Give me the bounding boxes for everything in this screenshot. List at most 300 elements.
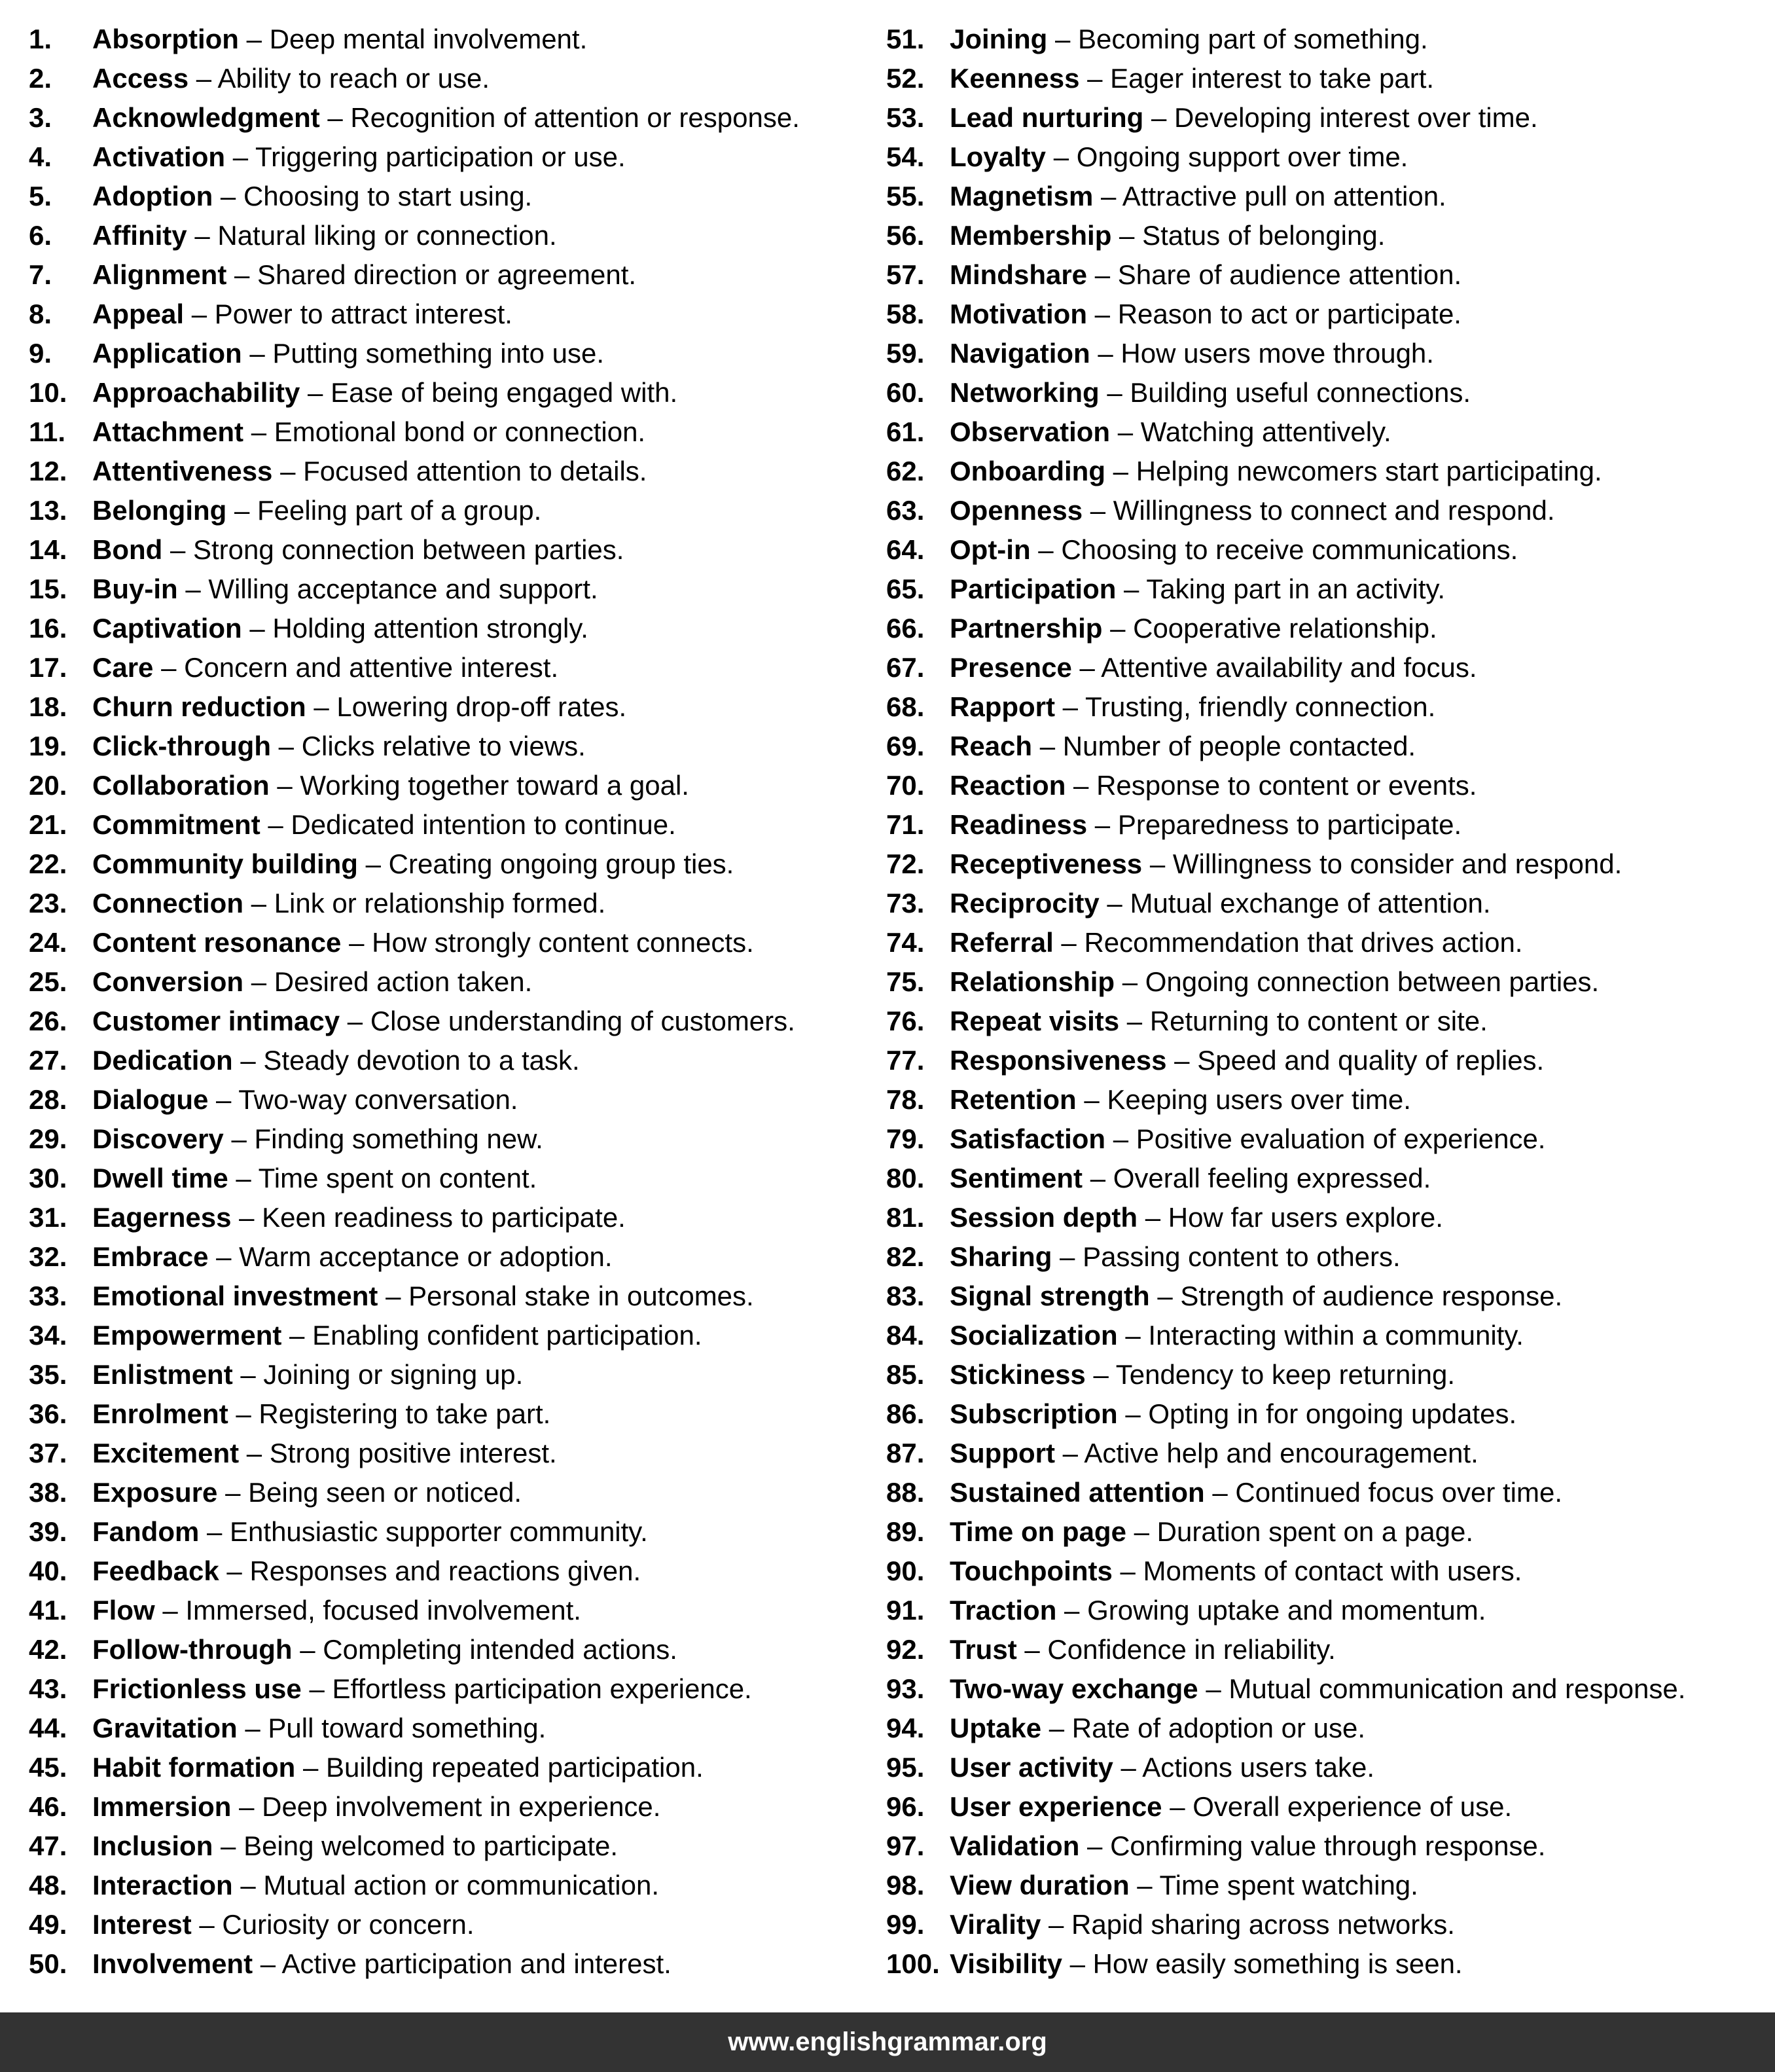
entry-dash: – [238,24,270,54]
entry-term: Session depth [950,1202,1138,1233]
entry-number: 33. [29,1281,67,1311]
entry-definition: Steady devotion to a task. [263,1045,580,1076]
entry-term: Validation [950,1830,1080,1861]
entry-term: Appeal [92,299,185,329]
entry-number: 12. [29,456,67,486]
entry-dash: – [1126,1516,1157,1547]
entry-definition: Recommendation that drives action. [1084,927,1523,958]
word-entry [886,373,1766,412]
entry-body [950,727,1416,766]
word-entry [886,609,1766,648]
entry-definition: Passing content to others. [1083,1241,1401,1272]
entry-term: Alignment [92,259,227,290]
entry-number: 38. [29,1477,67,1508]
entry-body [92,1277,754,1316]
entry-body [92,1355,523,1394]
entry-number: 41. [29,1595,67,1626]
entry-number: 82. [886,1241,925,1272]
entry-term: Immersion [92,1791,232,1822]
entry-dash: – [213,181,243,211]
entry-dash: – [341,927,372,958]
entry-term: Repeat visits [950,1006,1120,1036]
entry-dash: – [1062,1948,1093,1979]
entry-dash: – [242,338,273,369]
entry-body [92,923,754,962]
entry-number: 99. [886,1909,925,1940]
entry-definition: Close understanding of customers. [370,1006,795,1036]
entry-body [92,1669,752,1709]
entry-number: 20. [29,770,67,801]
word-entry [886,98,1766,137]
word-entry [886,334,1766,373]
entry-body [950,1080,1411,1119]
entry-body [92,1316,702,1355]
word-entry [886,20,1766,59]
entry-definition: Reason to act or participate. [1117,299,1461,329]
entry-term: Commitment [92,809,260,840]
entry-body [92,805,676,845]
entry-body [92,687,626,727]
entry-term: Customer intimacy [92,1006,340,1036]
entry-definition: Ongoing support over time. [1076,141,1408,172]
entry-term: Content resonance [92,927,342,958]
entry-definition: Immersed, focused involvement. [185,1595,581,1626]
entry-definition: Keen readiness to participate. [262,1202,626,1233]
entry-dash: – [242,613,273,644]
entry-definition: Active participation and interest. [281,1948,672,1979]
word-entry [29,1866,873,1905]
entry-dash: – [217,1477,249,1508]
entry-dash: – [231,1202,262,1233]
entry-dash: – [1079,63,1111,94]
entry-body [950,1944,1463,1984]
entry-term: Absorption [92,24,239,54]
entry-body [92,1630,677,1669]
entry-body [92,1748,704,1787]
word-entry [29,1473,873,1512]
entry-term: Time on page [950,1516,1126,1547]
entry-body [950,216,1385,255]
entry-definition: Attentive availability and focus. [1101,652,1477,683]
entry-definition: Time spent watching. [1159,1870,1418,1900]
entry-term: Rapport [950,691,1055,722]
entry-term: Observation [950,416,1111,447]
entry-term: Touchpoints [950,1555,1113,1586]
entry-body [950,1394,1516,1434]
entry-body [950,491,1555,530]
entry-dash: – [357,848,389,879]
word-entry [29,1552,873,1591]
entry-dash: – [1052,1241,1083,1272]
entry-dash: – [1099,377,1130,408]
word-entry [29,412,873,452]
entry-definition: Confirming value through response. [1110,1830,1546,1861]
entry-number: 81. [886,1202,925,1233]
entry-body [950,59,1434,98]
entry-body [950,923,1522,962]
entry-term: User activity [950,1752,1113,1783]
word-entry [29,452,873,491]
word-entry [29,1591,873,1630]
word-entry [886,412,1766,452]
entry-body [950,1787,1512,1827]
entry-body [92,255,636,295]
entry-term: Churn reduction [92,691,306,722]
entry-dash: – [1016,1634,1048,1665]
entry-dash: – [1166,1045,1198,1076]
entry-definition: Interacting within a community. [1148,1320,1524,1351]
entry-number: 3. [29,102,52,133]
entry-number: 4. [29,141,52,172]
word-entry [29,1434,873,1473]
entry-definition: Developing interest over time. [1174,102,1538,133]
entry-definition: Triggering participation or use. [255,141,626,172]
entry-body [92,59,490,98]
entry-dash: – [208,1084,239,1115]
entry-dash: – [1047,24,1079,54]
word-entry [886,1787,1766,1827]
entry-term: Presence [950,652,1072,683]
entry-dash: – [1117,1398,1149,1429]
entry-dash: – [162,534,193,565]
entry-number: 85. [886,1359,925,1390]
entry-definition: Becoming part of something. [1078,24,1428,54]
entry-body [92,295,512,334]
word-entry [886,1316,1766,1355]
entry-definition: Finding something new. [254,1123,543,1154]
entry-dash: – [239,1438,270,1468]
entry-dash: – [208,1241,240,1272]
entry-dash: – [253,1948,282,1979]
entry-definition: Holding attention strongly. [272,613,588,644]
entry-definition: Recognition of attention or response. [350,102,800,133]
entry-term: Readiness [950,809,1088,840]
word-entry [886,1512,1766,1552]
entry-number: 63. [886,495,925,526]
word-entry [29,1355,873,1394]
entry-dash: – [340,1006,370,1036]
entry-definition: Opting in for ongoing updates. [1148,1398,1517,1429]
entry-term: Connection [92,888,243,918]
entry-term: Embrace [92,1241,209,1272]
entry-dash: – [1105,1123,1136,1154]
entry-dash: – [1076,1084,1107,1115]
entry-number: 95. [886,1752,925,1783]
entry-term: Approachability [92,377,300,408]
entry-term: Affinity [92,220,187,251]
entry-term: Buy-in [92,573,178,604]
entry-definition: Mutual exchange of attention. [1130,888,1491,918]
entry-term: Feedback [92,1555,219,1586]
entry-body [92,1866,659,1905]
entry-definition: Helping newcomers start participating. [1136,456,1602,486]
entry-number: 2. [29,63,52,94]
entry-definition: Growing uptake and momentum. [1087,1595,1486,1626]
entry-body [92,1119,543,1159]
word-entry [29,1237,873,1277]
entry-number: 5. [29,181,52,211]
word-entry [886,1866,1766,1905]
entry-dash: – [1083,1163,1113,1193]
entry-body [92,1237,613,1277]
entry-number: 53. [886,102,925,133]
entry-number: 25. [29,966,67,997]
entry-term: Magnetism [950,181,1094,211]
entry-number: 1. [29,24,52,54]
word-entry [886,923,1766,962]
entry-definition: Cooperative relationship. [1133,613,1437,644]
entry-term: Inclusion [92,1830,213,1861]
entry-body [92,1591,581,1630]
entry-dash: – [1046,141,1077,172]
entry-body [92,1512,648,1552]
entry-definition: Completing intended actions. [323,1634,677,1665]
entry-term: Activation [92,141,226,172]
entry-body [950,177,1446,216]
entry-term: Enlistment [92,1359,233,1390]
entry-number: 91. [886,1595,925,1626]
word-entry [29,845,873,884]
word-entry [886,687,1766,727]
word-entry [886,59,1766,98]
word-entry [29,1630,873,1669]
entry-term: Sharing [950,1241,1052,1272]
entry-definition: How strongly content connects. [372,927,754,958]
entry-dash: – [219,1555,250,1586]
entry-body [950,1002,1488,1041]
entry-definition: Being seen or noticed. [248,1477,522,1508]
entry-dash: – [269,770,300,801]
entry-number: 9. [29,338,52,369]
word-entry [886,648,1766,687]
entry-definition: Moments of contact with users. [1143,1555,1522,1586]
entry-number: 98. [886,1870,925,1900]
footer-bar [0,2012,1775,2072]
entry-number: 46. [29,1791,67,1822]
entry-body [92,1787,660,1827]
word-entry [886,1827,1766,1866]
entry-dash: – [1162,1791,1193,1822]
word-entry [29,1198,873,1237]
entry-term: Adoption [92,181,213,211]
entry-body [950,845,1622,884]
entry-body [92,1080,518,1119]
entry-term: View duration [950,1870,1130,1900]
entry-dash: – [1056,1595,1088,1626]
entry-body [92,962,532,1002]
entry-body [950,805,1461,845]
entry-number: 30. [29,1163,67,1193]
entry-body [92,373,677,412]
entry-number: 80. [886,1163,925,1193]
entry-term: Trust [950,1634,1017,1665]
entry-dash: – [1041,1713,1072,1743]
entry-number: 50. [29,1948,67,1979]
entry-definition: Willingness to consider and respond. [1172,848,1623,879]
entry-number: 58. [886,299,925,329]
entry-number: 43. [29,1673,67,1704]
word-entry [886,137,1766,177]
entry-number: 86. [886,1398,925,1429]
entry-term: Gravitation [92,1713,238,1743]
entry-dash: – [213,1830,244,1861]
entry-term: User experience [950,1791,1162,1822]
entry-dash: – [1110,416,1141,447]
entry-dash: – [319,102,351,133]
word-entry [29,491,873,530]
entry-number: 34. [29,1320,67,1351]
entry-dash: – [1085,1359,1116,1390]
entry-term: Emotional investment [92,1281,378,1311]
entry-term: Click-through [92,731,271,761]
entry-term: Relationship [950,966,1115,997]
entry-body [950,98,1538,137]
entry-body [950,255,1461,295]
entry-term: Partnership [950,613,1103,644]
entry-body [950,1905,1455,1944]
word-entry [29,1394,873,1434]
entry-definition: Response to content or events. [1096,770,1477,801]
entry-body [92,491,541,530]
entry-term: Responsiveness [950,1045,1167,1076]
entry-dash: – [191,1909,223,1940]
entry-definition: Clicks relative to views. [301,731,586,761]
entry-body [92,98,800,137]
word-entry [29,373,873,412]
entry-dash: – [1149,1281,1181,1311]
entry-number: 39. [29,1516,67,1547]
entry-body [950,1119,1545,1159]
entry-number: 72. [886,848,925,879]
entry-term: Receptiveness [950,848,1143,879]
entry-term: Bond [92,534,163,565]
entry-definition: Keeping users over time. [1107,1084,1411,1115]
entry-dash: – [1198,1673,1229,1704]
word-entry [29,1827,873,1866]
entry-term: Openness [950,495,1083,526]
entry-number: 18. [29,691,67,722]
entry-number: 22. [29,848,67,879]
entry-body [950,1827,1545,1866]
entry-term: Interest [92,1909,192,1940]
entry-term: Membership [950,220,1112,251]
entry-number: 74. [886,927,925,958]
entry-number: 28. [29,1084,67,1115]
entry-dash: – [1079,1830,1111,1861]
entry-number: 35. [29,1359,67,1390]
entry-number: 14. [29,534,67,565]
entry-definition: Registering to take part. [259,1398,551,1429]
entry-term: Subscription [950,1398,1118,1429]
entry-term: Collaboration [92,770,270,801]
entry-dash: – [1119,1006,1150,1036]
entry-body [92,1434,557,1473]
entry-dash: – [1083,495,1113,526]
entry-number: 17. [29,652,67,683]
entry-definition: Overall feeling expressed. [1113,1163,1431,1193]
entry-definition: Actions users take. [1142,1752,1375,1783]
entry-term: Enrolment [92,1398,228,1429]
entry-definition: Personal stake in outcomes. [408,1281,754,1311]
entry-dash: – [1102,613,1134,644]
entry-term: Habit formation [92,1752,296,1783]
entry-definition: Positive evaluation of experience. [1136,1123,1546,1154]
entry-definition: Working together toward a goal. [300,770,689,801]
entry-body [950,1041,1544,1080]
word-entry [886,1237,1766,1277]
entry-definition: Curiosity or concern. [222,1909,475,1940]
entry-number: 21. [29,809,67,840]
entry-number: 44. [29,1713,67,1743]
entry-number: 36. [29,1398,67,1429]
word-entry [886,530,1766,570]
entry-definition: Returning to content or site. [1149,1006,1488,1036]
entry-definition: Willingness to connect and respond. [1113,495,1555,526]
entry-definition: Ease of being engaged with. [331,377,678,408]
entry-dash: – [1129,1870,1160,1900]
entry-definition: Attractive pull on attention. [1122,181,1446,211]
entry-dash: – [177,573,209,604]
entry-number: 87. [886,1438,925,1468]
entry-term: Keenness [950,63,1080,94]
entry-term: Community building [92,848,358,879]
entry-number: 47. [29,1830,67,1861]
entry-definition: Building useful connections. [1130,377,1471,408]
entry-dash: – [187,220,218,251]
entry-number: 40. [29,1555,67,1586]
entry-definition: Joining or signing up. [263,1359,524,1390]
word-entry [29,1748,873,1787]
entry-body [950,1709,1365,1748]
entry-definition: Trusting, friendly connection. [1085,691,1436,722]
entry-body [92,766,689,805]
entry-term: Socialization [950,1320,1118,1351]
entry-dash: – [154,1595,186,1626]
word-entry [886,1159,1766,1198]
entry-number: 8. [29,299,52,329]
entry-number: 16. [29,613,67,644]
entry-dash: – [243,416,274,447]
entry-term: Fandom [92,1516,200,1547]
entry-dash: – [243,966,274,997]
entry-term: Captivation [92,613,242,644]
entry-definition: Warm acceptance or adoption. [239,1241,613,1272]
entry-body [950,1198,1443,1237]
entry-body [950,1159,1431,1198]
word-entry [29,609,873,648]
entry-dash: – [153,652,185,683]
entry-definition: Tendency to keep returning. [1115,1359,1456,1390]
entry-term: Lead nurturing [950,102,1144,133]
entry-dash: – [232,1045,264,1076]
entry-definition: Deep involvement in experience. [262,1791,661,1822]
entry-number: 100. [886,1948,940,1979]
word-entry [29,216,873,255]
word-entry [29,1905,873,1944]
entry-number: 83. [886,1281,925,1311]
word-entry [29,1669,873,1709]
entry-number: 6. [29,220,52,251]
entry-body [950,412,1391,452]
entry-term: Conversion [92,966,244,997]
word-entry [29,1002,873,1041]
word-entry [29,1512,873,1552]
entry-body [92,1041,580,1080]
footer-url[interactable]: www.englishgrammar.org [728,2027,1047,2056]
entry-term: Flow [92,1595,155,1626]
entry-body [950,1591,1486,1630]
word-entry [29,1277,873,1316]
